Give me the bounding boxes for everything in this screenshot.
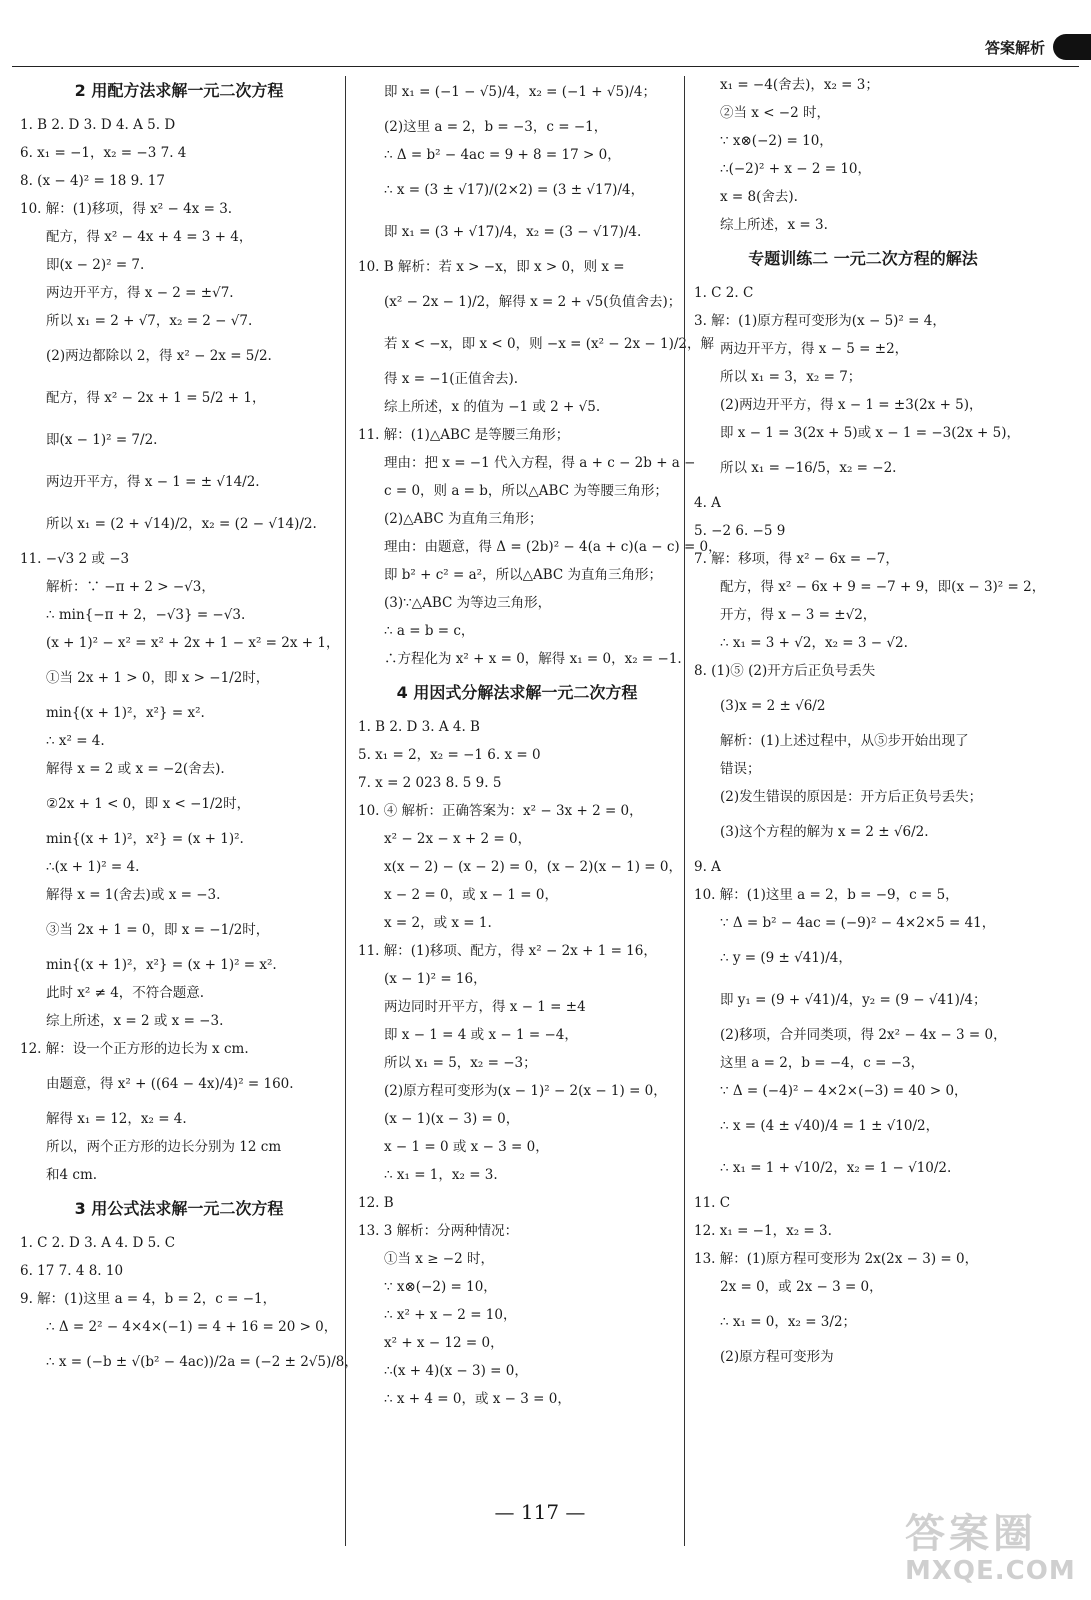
answer-line: (3)x = 2 ± √6/2 <box>720 698 826 714</box>
answer-line: min{(x + 1)²，x²} = x². <box>46 705 205 721</box>
answer-line: ∴ x₁ = 1 + √10/2，x₂ = 1 − √10/2. <box>720 1160 952 1176</box>
answer-line: 这里 a = 2，b = −4，c = −3， <box>720 1055 925 1071</box>
answer-line: 11. 解：(1)△ABC 是等腰三角形； <box>358 427 570 443</box>
answer-line: 12. x₁ = −1，x₂ = 3. <box>694 1223 832 1239</box>
answer-line: 11. C <box>694 1195 731 1211</box>
answer-line: x₁ = −4(舍去)，x₂ = 3； <box>720 77 879 93</box>
answer-line: 11. −√3 2 或 −3 <box>20 551 130 567</box>
answer-line: 理由：把 x = −1 代入方程，得 a + c − 2b + a − <box>384 455 696 471</box>
answer-line: ∴(−2)² + x − 2 = 10， <box>720 161 871 177</box>
answer-line: ∴方程化为 x² + x = 0，解得 x₁ = 0，x₂ = −1. <box>384 651 682 667</box>
answer-line: 综上所述，x 的值为 −1 或 2 + √5. <box>384 399 601 415</box>
answer-line: 所以 x₁ = (2 + √14)/2，x₂ = (2 − √14)/2. <box>46 516 317 532</box>
answer-line: c = 0，则 a = b，所以△ABC 为等腰三角形； <box>384 483 668 499</box>
answer-line: 10. 解：(1)这里 a = 2，b = −9，c = 5， <box>694 887 959 903</box>
answer-line: 配方，得 x² − 6x + 9 = −7 + 9，即(x − 3)² = 2， <box>720 579 1046 595</box>
answer-line: 解得 x₁ = 12，x₂ = 4. <box>46 1111 187 1127</box>
answer-line: 即 x₁ = (3 + √17)/4，x₂ = (3 − √17)/4. <box>384 224 642 240</box>
answer-line: ②当 x < −2 时， <box>720 105 830 121</box>
answer-line: ①当 x ≥ −2 时， <box>384 1251 494 1267</box>
answer-line: 1. B 2. D 3. A 4. B <box>358 719 480 735</box>
column-divider <box>345 76 346 1546</box>
answer-line: ∴ Δ = b² − 4ac = 9 + 8 = 17 > 0， <box>384 147 621 163</box>
header-title: 答案解析 <box>984 38 1045 57</box>
answer-line: ∴ Δ = 2² − 4×4×(−1) = 4 + 16 = 20 > 0， <box>46 1319 338 1335</box>
answer-line: (3)这个方程的解为 x = 2 ± √6/2. <box>720 824 929 840</box>
watermark-logo <box>905 1512 1075 1592</box>
watermark-url: MXQE.COM <box>905 1556 1076 1586</box>
answer-line: 即 y₁ = (9 + √41)/4，y₂ = (9 − √41)/4； <box>720 992 987 1008</box>
answer-line: 解得 x = 2 或 x = −2(舍去). <box>46 761 225 777</box>
answer-line: 此时 x² ≠ 4，不符合题意. <box>46 985 205 1001</box>
answer-line: 即 b² + c² = a²，所以△ABC 为直角三角形； <box>384 567 662 583</box>
answer-line: 9. 解：(1)这里 a = 4，b = 2，c = −1， <box>20 1291 277 1307</box>
answer-line: (2)△ABC 为直角三角形； <box>384 511 543 527</box>
answer-line: ∴ x₁ = 0，x₂ = 3/2； <box>720 1314 857 1330</box>
answer-line: ∵ Δ = b² − 4ac = (−9)² − 4×2×5 = 41， <box>720 915 996 931</box>
answer-line: 配方，得 x² − 4x + 4 = 3 + 4， <box>46 229 253 245</box>
answer-line: x − 2 = 0，或 x − 1 = 0， <box>384 887 558 903</box>
answer-line: 两边开平方，得 x − 1 = ± √14/2. <box>46 474 260 490</box>
answer-line: (2)两边都除以 2，得 x² − 2x = 5/2. <box>46 348 272 364</box>
answer-line: x − 1 = 0 或 x − 3 = 0， <box>384 1139 549 1155</box>
answer-line: 10. 解：(1)移项，得 x² − 4x = 3. <box>20 201 233 217</box>
answer-line: 解得 x = 1(舍去)或 x = −3. <box>46 887 221 903</box>
answer-line: (2)两边开平方，得 x − 1 = ±3(2x + 5)， <box>720 397 983 413</box>
answer-line: (x + 1)² − x² = x² + 2x + 1 − x² = 2x + 1， <box>46 635 340 651</box>
answer-line: min{(x + 1)²，x²} = (x + 1)² = x². <box>46 957 277 973</box>
answer-line: (3)∵△ABC 为等边三角形， <box>384 595 552 611</box>
column-divider <box>684 76 685 1546</box>
answer-line: 由题意，得 x² + ((64 − 4x)/4)² = 160. <box>46 1076 294 1092</box>
answer-line: (x − 1)(x − 3) = 0， <box>384 1111 520 1127</box>
answer-line: 即 x₁ = (−1 − √5)/4，x₂ = (−1 + √5)/4； <box>384 84 656 100</box>
answer-line: 13. 3 解析：分两种情况： <box>358 1223 519 1239</box>
answer-line: 13. 解：(1)原方程可变形为 2x(2x − 3) = 0， <box>694 1251 979 1267</box>
answer-line: ∴ min{−π + 2，−√3} = −√3. <box>46 607 246 623</box>
answer-line: ∴ x₁ = 1，x₂ = 3. <box>384 1167 498 1183</box>
answer-line: 解析：∵ −π + 2 > −√3， <box>46 579 215 595</box>
answer-line: 5. x₁ = 2，x₂ = −1 6. x = 0 <box>358 747 541 763</box>
answer-line: min{(x + 1)²，x²} = (x + 1)². <box>46 831 244 847</box>
answer-line: 9. A <box>694 859 721 875</box>
answer-line: 5. −2 6. −5 9 <box>694 523 786 539</box>
answer-line: ∵ x⊗(−2) = 10， <box>720 133 833 149</box>
answer-line: ②2x + 1 < 0，即 x < −1/2时， <box>46 796 251 812</box>
section-heading: 3 用公式法求解一元二次方程 <box>74 1199 284 1218</box>
answer-line: 1. B 2. D 3. D 4. A 5. D <box>20 117 176 133</box>
answer-line: 两边开平方，得 x − 5 = ±2， <box>720 341 909 357</box>
answer-line: 即(x − 1)² = 7/2. <box>46 432 158 448</box>
answer-line: 7. 解：移项，得 x² − 6x = −7， <box>694 551 899 567</box>
answer-line: 解析：(1)上述过程中，从⑤步开始出现了 <box>720 733 969 749</box>
answer-line: 10. B 解析：若 x > −x，即 x > 0，则 x = <box>358 259 625 275</box>
header-rule <box>12 66 1079 67</box>
answer-line: x² − 2x − x + 2 = 0， <box>384 831 532 847</box>
answer-line: 即 x − 1 = 4 或 x − 1 = −4， <box>384 1027 578 1043</box>
answer-line: ∵ x⊗(−2) = 10， <box>384 1279 497 1295</box>
answer-line: (2)这里 a = 2，b = −3，c = −1， <box>384 119 608 135</box>
answer-line: (2)发生错误的原因是：开方后正负号丢失； <box>720 789 983 805</box>
watermark-text: 答案圈 <box>905 1511 1037 1557</box>
answer-line: 12. 解：设一个正方形的边长为 x cm. <box>20 1041 249 1057</box>
answer-line: 所以 x₁ = 3，x₂ = 7； <box>720 369 862 385</box>
answer-line: 2x = 0，或 2x − 3 = 0， <box>720 1279 883 1295</box>
answer-line: ∴(x + 1)² = 4. <box>46 859 140 875</box>
answer-line: 配方，得 x² − 2x + 1 = 5/2 + 1， <box>46 390 266 406</box>
answer-line: 和4 cm. <box>46 1167 98 1183</box>
answer-line: ③当 2x + 1 = 0，即 x = −1/2时， <box>46 922 270 938</box>
answer-line: ∴ x² + x − 2 = 10， <box>384 1307 517 1323</box>
answer-line: x = 8(舍去). <box>720 189 798 205</box>
answer-line: ∴ x² = 4. <box>46 733 105 749</box>
answer-line: 错误； <box>720 761 761 777</box>
answer-line: ∴ x₁ = 3 + √2，x₂ = 3 − √2. <box>720 635 908 651</box>
answer-line: 10. ④ 解析：正确答案为：x² − 3x + 2 = 0， <box>358 803 643 819</box>
answer-line: 所以 x₁ = −16/5，x₂ = −2. <box>720 460 897 476</box>
answer-line: 开方，得 x − 3 = ±√2， <box>720 607 877 623</box>
section-heading: 2 用配方法求解一元二次方程 <box>74 81 284 100</box>
answer-line: 两边开平方，得 x − 2 = ±√7. <box>46 285 234 301</box>
answer-line: ∴ x = (−b ± √(b² − 4ac))/2a = (−2 ± 2√5)/8， <box>46 1354 358 1370</box>
answer-line: 若 x < −x，即 x < 0，则 −x = (x² − 2x − 1)/2，解 <box>384 336 714 352</box>
answer-line: 所以 x₁ = 5，x₂ = −3； <box>384 1055 537 1071</box>
section-heading: 4 用因式分解法求解一元二次方程 <box>396 683 638 702</box>
answer-line: 12. B <box>358 1195 394 1211</box>
answer-line: (x² − 2x − 1)/2，解得 x = 2 + √5(负值舍去)； <box>384 294 682 310</box>
answer-column-1 <box>20 76 358 1556</box>
answer-line: 综上所述，x = 3. <box>720 217 828 233</box>
answer-line: x² + x − 12 = 0， <box>384 1335 504 1351</box>
answer-line: 3. 解：(1)原方程可变形为(x − 5)² = 4， <box>694 313 946 329</box>
answer-line: x = 2，或 x = 1. <box>384 915 492 931</box>
answer-line: 11. 解：(1)移项、配方，得 x² − 2x + 1 = 16， <box>358 943 657 959</box>
answer-line: 得 x = −1(正值舍去). <box>384 371 519 387</box>
answer-line: (2)原方程可变形为(x − 1)² − 2(x − 1) = 0， <box>384 1083 667 1099</box>
answer-line: 8. (1)⑤ (2)开方后正负号丢失 <box>694 663 876 679</box>
answer-line: ∴ x = (4 ± √40)/4 = 1 ± √10/2， <box>720 1118 940 1134</box>
answer-line: (x − 1)² = 16， <box>384 971 487 987</box>
answer-line: x(x − 2) − (x − 2) = 0，(x − 2)(x − 1) = 0， <box>384 859 682 875</box>
answer-line: 8. (x − 4)² = 18 9. 17 <box>20 173 165 189</box>
answer-line: 1. C 2. D 3. A 4. D 5. C <box>20 1235 176 1251</box>
answer-line: ∴ x = (3 ± √17)/(2×2) = (3 ± √17)/4， <box>384 182 645 198</box>
answer-line: 7. x = 2 023 8. 5 9. 5 <box>358 775 502 791</box>
answer-line: 即 x − 1 = 3(2x + 5)或 x − 1 = −3(2x + 5)， <box>720 425 1020 441</box>
page-number: — 117 — <box>494 1500 586 1524</box>
answer-line: 所以，两个正方形的边长分别为 12 cm <box>46 1139 282 1155</box>
section-heading: 专题训练二 一元二次方程的解法 <box>748 249 978 268</box>
answer-line: 所以 x₁ = 2 + √7，x₂ = 2 − √7. <box>46 313 253 329</box>
answer-line: 6. 17 7. 4 8. 10 <box>20 1263 124 1279</box>
answer-line: (2)原方程可变形为 <box>720 1349 834 1365</box>
answer-column-3 <box>694 76 1046 1556</box>
answer-line: ∴ y = (9 ± √41)/4， <box>720 950 852 966</box>
answer-line: ①当 2x + 1 > 0，即 x > −1/2时， <box>46 670 270 686</box>
answer-line: ∴ a = b = c， <box>384 623 475 639</box>
answer-line: 4. A <box>694 495 721 511</box>
answer-line: 即(x − 2)² = 7. <box>46 257 145 273</box>
answer-line: 6. x₁ = −1，x₂ = −3 7. 4 <box>20 145 187 161</box>
answer-line: 理由：由题意，得 Δ = (2b)² − 4(a + c)(a − c) = 0， <box>384 539 722 555</box>
answer-line: 两边同时开平方，得 x − 1 = ±4 <box>384 999 586 1015</box>
answer-line: ∵ Δ = (−4)² − 4×2×(−3) = 40 > 0， <box>720 1083 968 1099</box>
answer-line: (2)移项，合并同类项，得 2x² − 4x − 3 = 0， <box>720 1027 1007 1043</box>
answer-line: ∴(x + 4)(x − 3) = 0， <box>384 1363 528 1379</box>
header-tab <box>985 34 1091 60</box>
answer-line: 1. C 2. C <box>694 285 754 301</box>
header-tab-marker <box>1053 34 1091 60</box>
answer-line: ∴ x + 4 = 0，或 x − 3 = 0， <box>384 1391 571 1407</box>
answer-line: 综上所述，x = 2 或 x = −3. <box>46 1013 224 1029</box>
